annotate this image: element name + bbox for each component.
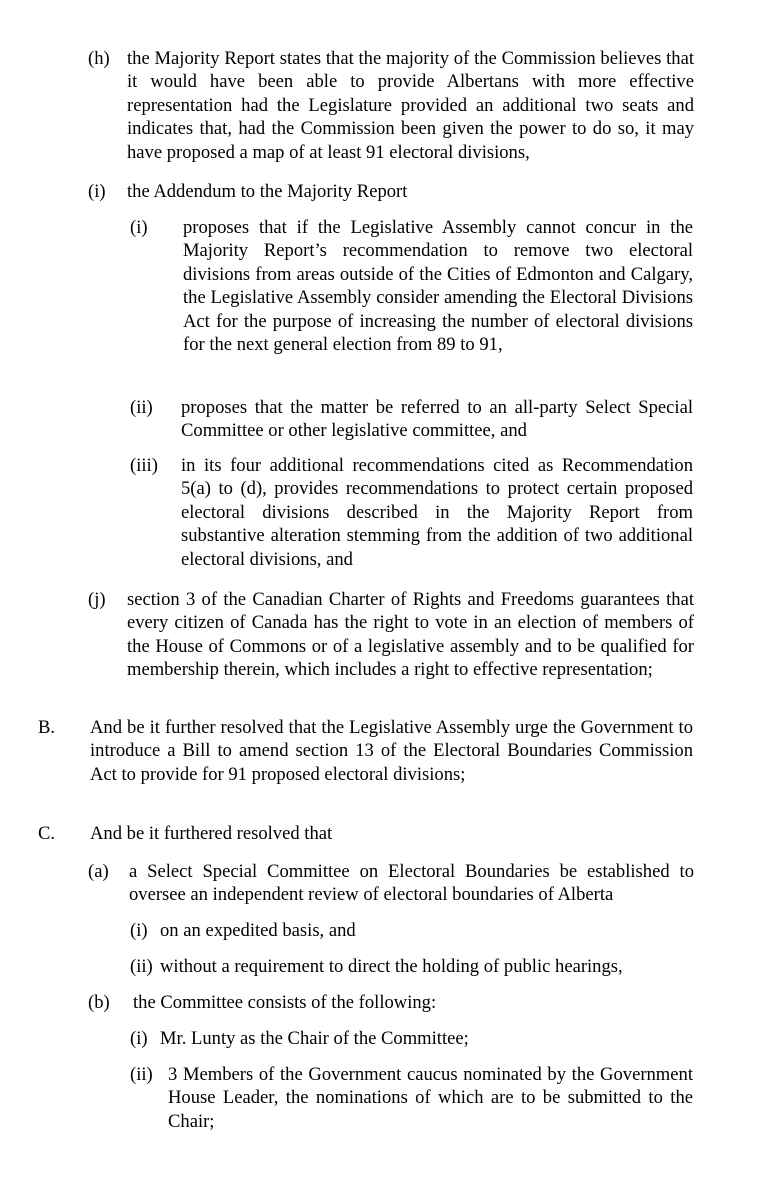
clause-h <box>88 47 694 164</box>
clause-i-label: (i) <box>88 181 106 202</box>
clause-c-a <box>88 860 694 907</box>
subclause-c-a-i-text: on an expedited basis, and <box>160 920 356 941</box>
clause-j-label: (j) <box>88 589 106 610</box>
subclause-i-ii-text: proposes that the matter be referred to an all-party Select Special Committee or other legislative committee, and <box>181 397 693 442</box>
resolution-b-label: B. <box>38 717 56 738</box>
resolution-c-text: And be it furthered resolved that <box>90 823 333 844</box>
subclause-c-a-ii-text: without a requirement to direct the holding of public hearings, <box>160 956 623 977</box>
subclause-c-b-i-text: Mr. Lunty as the Chair of the Committee; <box>160 1028 469 1049</box>
subclause-c-a-ii-label: (ii) <box>130 956 153 977</box>
subclause-c-b-i-label: (i) <box>130 1028 148 1049</box>
subclause-c-b-ii-text: 3 Members of the Government caucus nominated by the Government House Leader, the nominations of which are to be submitted to the Chair; <box>168 1064 693 1132</box>
subclause-c-b-ii <box>130 1063 693 1133</box>
subclause-c-b-i <box>130 1027 693 1050</box>
clause-i-text: the Addendum to the Majority Report <box>127 181 408 202</box>
clause-c-a-label: (a) <box>88 861 109 882</box>
subclause-i-iii-label: (iii) <box>130 455 158 476</box>
subclause-i-ii <box>130 396 693 443</box>
subclause-c-a-i-label: (i) <box>130 920 148 941</box>
clause-h-text: the Majority Report states that the majority of the Commission believes that it would have been able to provide Albertans with more effective representation had the Legislature provided an additional two seats and indicates that, had the Commission been given the power to do so, it may have proposed a map of at least 91 electoral divisions, <box>127 48 694 163</box>
clause-c-b <box>88 991 694 1014</box>
subclause-i-i-label: (i) <box>130 217 148 238</box>
clause-i <box>88 180 694 203</box>
resolution-c <box>38 822 693 845</box>
subclause-c-b-ii-label: (ii) <box>130 1064 153 1085</box>
subclause-c-a-i <box>130 919 693 942</box>
subclause-i-iii-text: in its four additional recommendations cited as Recommendation 5(a) to (d), provides recommendations to protect certain proposed electoral divisions described in the Majority Report from substantive alteration stemming from the addition of two additional electoral divisions, and <box>181 455 693 570</box>
clause-j-text: section 3 of the Canadian Charter of Rights and Freedoms guarantees that every citizen of Canada has the right to vote in an election of members of the House of Commons or of a legislative assembly and to be qualified for membership therein, which includes a right to effective representation; <box>127 589 694 681</box>
resolution-c-label: C. <box>38 823 56 844</box>
clause-c-b-label: (b) <box>88 992 110 1013</box>
subclause-i-i <box>130 216 693 356</box>
clause-h-label: (h) <box>88 48 110 69</box>
subclause-i-iii <box>130 454 693 571</box>
subclause-i-ii-label: (ii) <box>130 397 153 418</box>
subclause-i-i-text: proposes that if the Legislative Assembly cannot concur in the Majority Report’s recommendation to remove two electoral divisions from areas outside of the Cities of Edmonton and Calgary, the Legislative Assembly consider amending the Electoral Divisions Act for the purpose of increasing the number of electoral divisions for the next general election from 89 to 91, <box>183 217 693 356</box>
clause-c-b-text: the Committee consists of the following: <box>133 992 437 1013</box>
clause-c-a-text: a Select Special Committee on Electoral Boundaries be established to oversee an independent review of electoral boundaries of Alberta <box>129 861 694 906</box>
clause-j <box>88 588 694 682</box>
resolution-b <box>38 716 693 786</box>
resolution-b-text: And be it further resolved that the Legislative Assembly urge the Government to introduce a Bill to amend section 13 of the Electoral Boundaries Commission Act to provide for 91 proposed electoral divisions; <box>90 717 693 785</box>
subclause-c-a-ii <box>130 955 693 978</box>
